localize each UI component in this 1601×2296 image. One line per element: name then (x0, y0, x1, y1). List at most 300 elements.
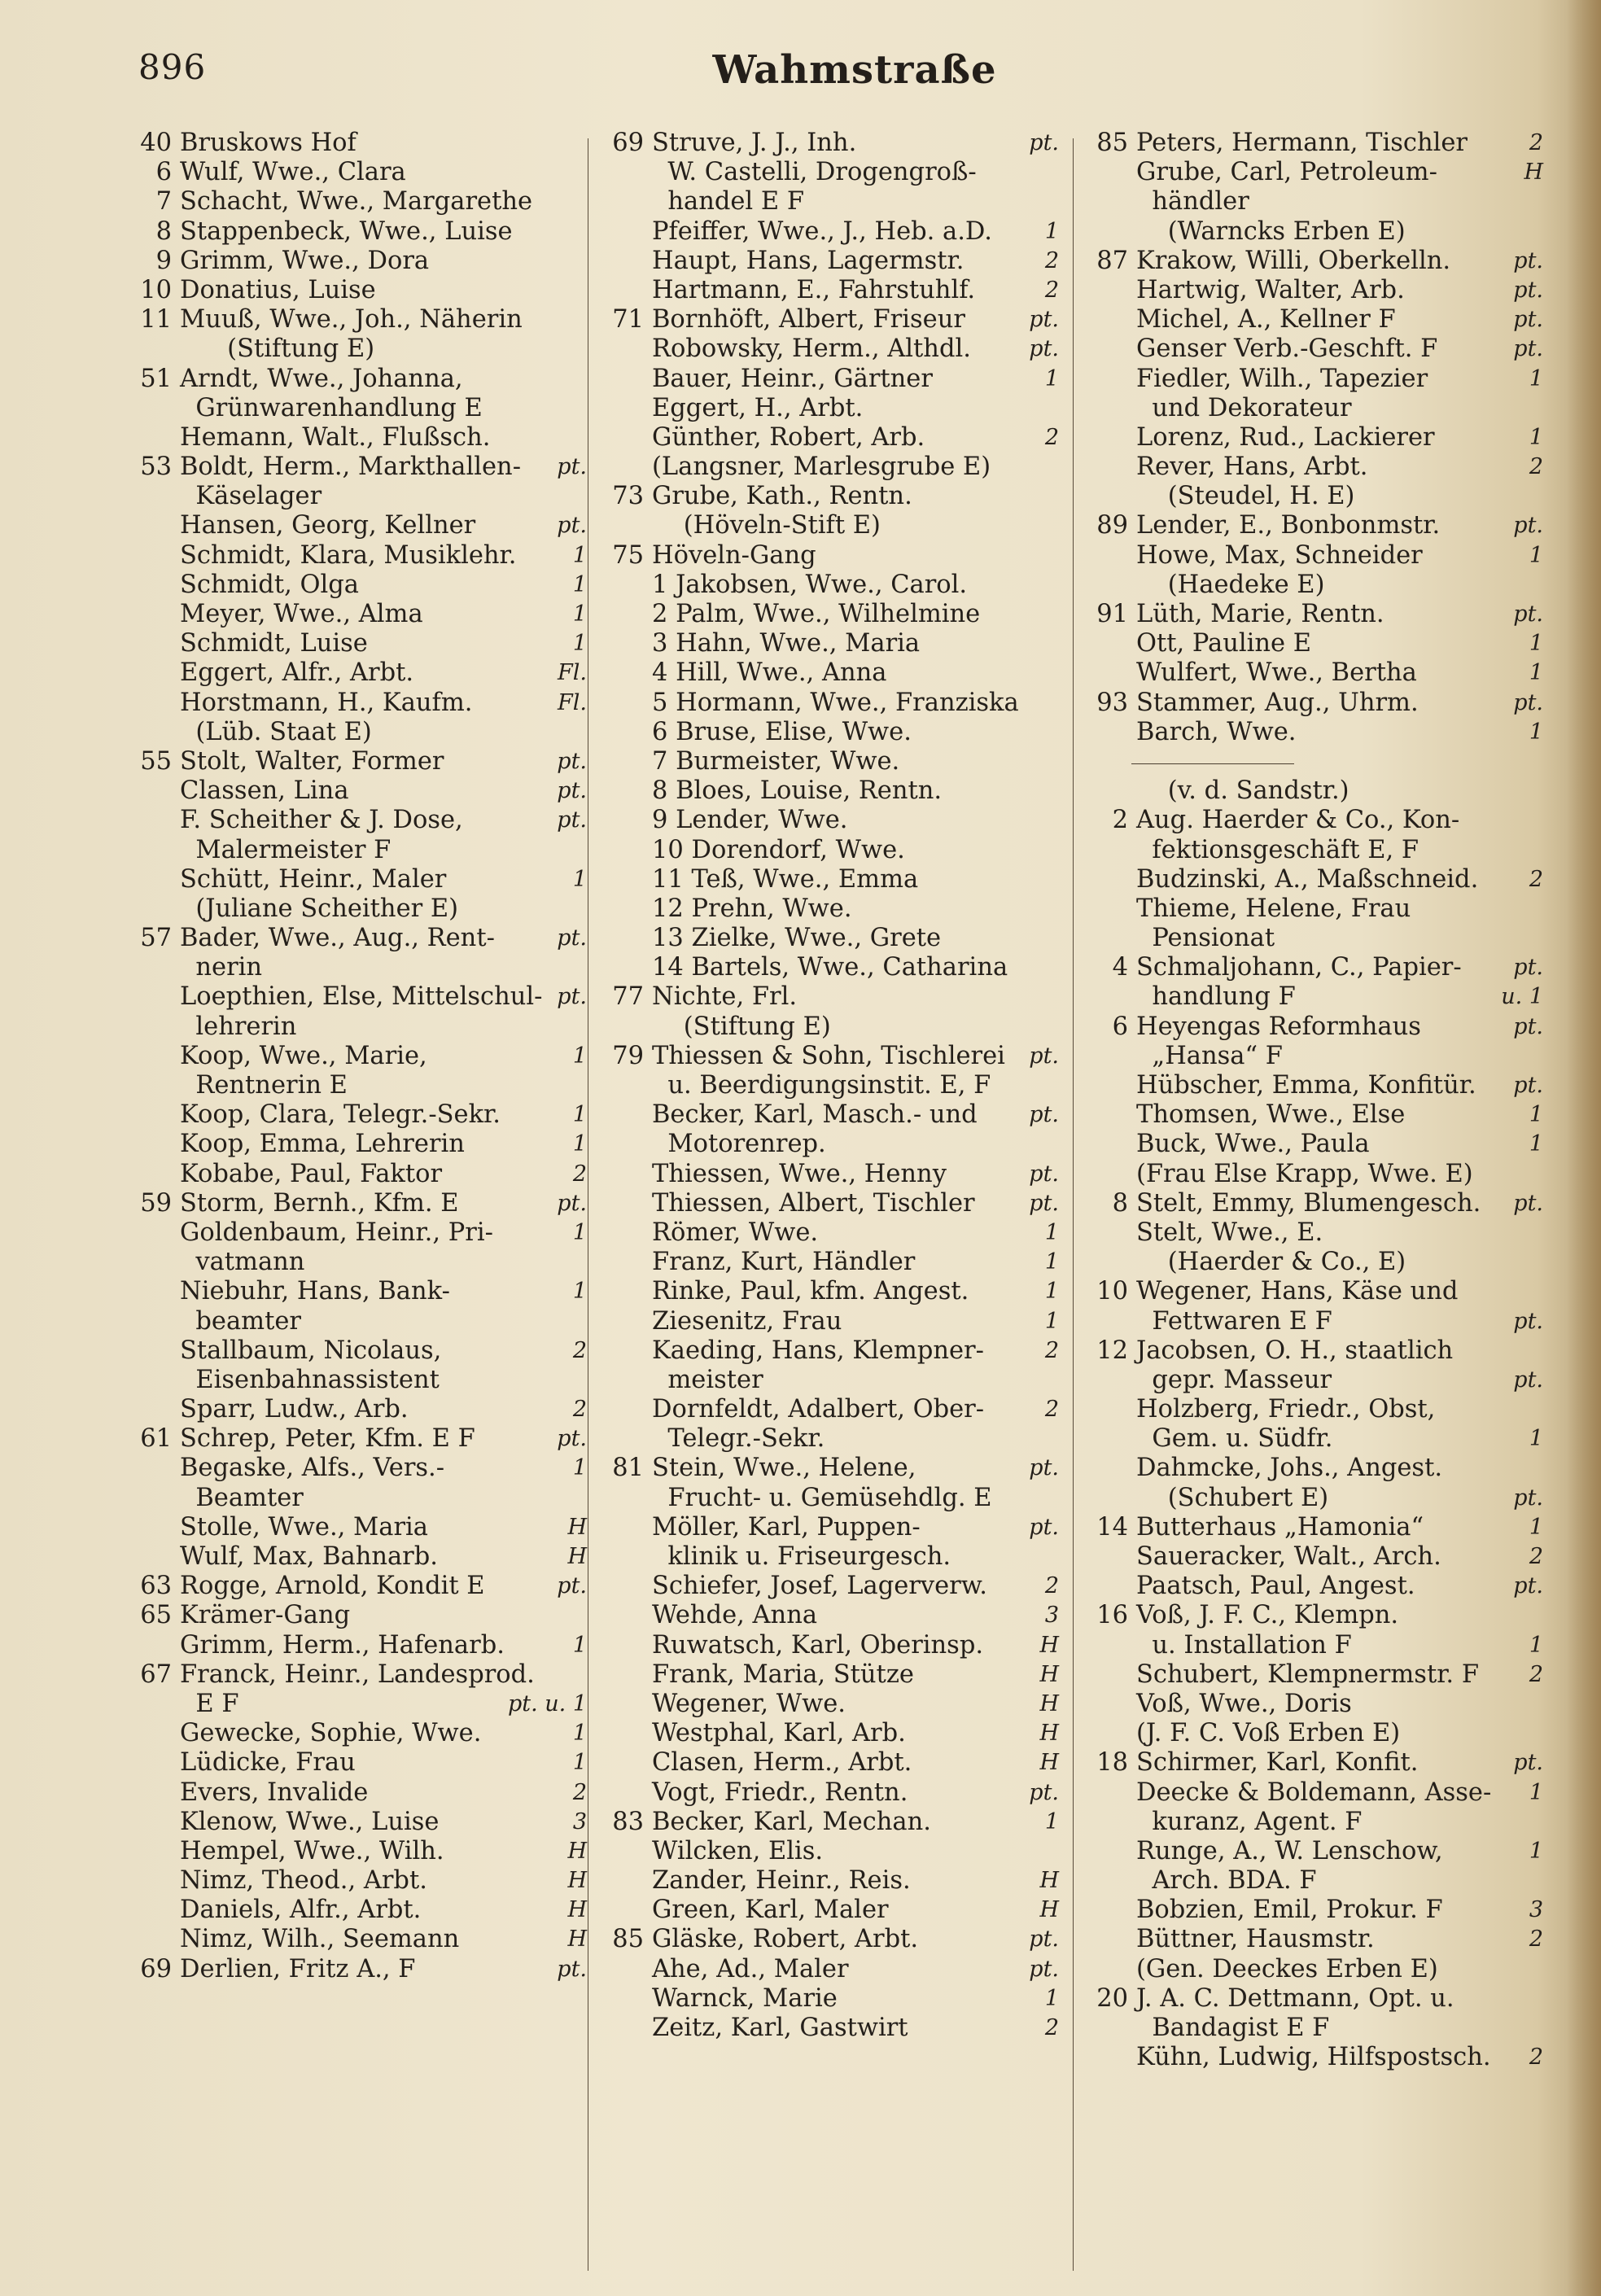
floor-note: 2 (1529, 130, 1543, 155)
house-number: 16 (1096, 1601, 1128, 1630)
floor-note: 2 (1529, 2045, 1543, 2071)
directory-entry (126, 776, 590, 806)
directory-entry (598, 600, 1062, 629)
resident-text: Arch. BDA. F (1136, 1866, 1317, 1896)
directory-entry (598, 1160, 1062, 1189)
floor-note: pt. u. 1 (507, 1690, 587, 1717)
directory-entry (598, 1748, 1062, 1778)
resident-text: Günther, Robert, Arb. (652, 422, 925, 452)
resident-text: handel E F (652, 187, 805, 216)
directory-entry (126, 1925, 590, 1954)
house-number: 83 (612, 1807, 644, 1836)
resident-text: (J. F. C. Voß Erben E) (1136, 1719, 1401, 1748)
directory-entry (126, 1660, 590, 1690)
floor-note: 2 (1044, 2015, 1059, 2040)
resident-text: Stammer, Aug., Uhrm. (1136, 688, 1419, 717)
directory-entry (1083, 1160, 1546, 1189)
section-rule (1083, 747, 1546, 776)
directory-entry (126, 1189, 590, 1218)
resident-text: Wilcken, Elis. (652, 1836, 824, 1865)
directory-entry (598, 335, 1062, 364)
resident-text: 9 Lender, Wwe. (652, 806, 848, 835)
directory-entry (126, 1808, 590, 1837)
resident-text: Eggert, H., Arbt. (652, 393, 864, 422)
resident-text: 14 Bartels, Wwe., Catharina (652, 953, 1008, 982)
floor-note: 2 (1044, 277, 1059, 303)
directory-entry (598, 747, 1062, 776)
directory-entry (1083, 953, 1546, 982)
directory-entry (1083, 1042, 1546, 1071)
floor-note: pt. (557, 925, 587, 951)
directory-entry (598, 1572, 1062, 1601)
resident-text: Gewecke, Sophie, Wwe. (180, 1719, 482, 1748)
directory-entry (1083, 305, 1546, 335)
resident-text: Telegr.-Sekr. (652, 1424, 825, 1454)
resident-text: Derlien, Fritz A., F (180, 1954, 416, 1983)
house-number: 75 (612, 540, 644, 570)
directory-entry (598, 1542, 1062, 1572)
floor-note: 2 (1529, 1926, 1543, 1953)
floor-note: 1 (1529, 1779, 1543, 1805)
floor-note: H (567, 1897, 587, 1923)
resident-text: Ott, Pauline E (1136, 629, 1312, 658)
resident-text: (Haedeke E) (1136, 570, 1325, 599)
directory-entry (1083, 1484, 1546, 1513)
resident-text: Rentnerin E (180, 1071, 348, 1100)
floor-note: pt. (557, 807, 587, 833)
directory-entry (126, 1277, 590, 1306)
house-number: 71 (612, 305, 644, 335)
resident-text: Eggert, Alfr., Arbt. (180, 658, 414, 688)
directory-entry (598, 982, 1062, 1012)
floor-note: pt. (1029, 1043, 1059, 1069)
resident-text: Thiessen, Albert, Tischler (652, 1188, 975, 1218)
directory-entry (1083, 2014, 1546, 2043)
resident-text: Peters, Hermann, Tischler (1136, 129, 1468, 157)
resident-text: Niebuhr, Hans, Bank- (180, 1277, 450, 1306)
directory-entry (1083, 1660, 1546, 1690)
floor-note: pt. (1029, 307, 1059, 333)
house-number: 4 (1112, 953, 1128, 982)
resident-text: Meyer, Wwe., Alma (180, 600, 423, 628)
directory-entry (1083, 1631, 1546, 1660)
directory-entry (598, 865, 1062, 894)
resident-text: 7 Burmeister, Wwe. (652, 746, 900, 776)
resident-text: Nimz, Theod., Arbt. (180, 1866, 427, 1896)
directory-entry (1083, 658, 1546, 688)
floor-note: 1 (572, 1219, 587, 1245)
floor-note: H (1039, 1868, 1059, 1894)
resident-text: 1 Jakobsen, Wwe., Carol. (652, 570, 968, 599)
resident-text: Schmidt, Olga (180, 570, 359, 599)
directory-entry (126, 1307, 590, 1336)
resident-text: (Frau Else Krapp, Wwe. E) (1136, 1159, 1473, 1188)
resident-text: 11 Teß, Wwe., Emma (652, 864, 919, 894)
directory-entry (126, 982, 590, 1012)
directory-entry (1083, 217, 1546, 247)
floor-note: 3 (572, 1808, 587, 1835)
house-number: 10 (140, 275, 172, 304)
directory-entry (1083, 187, 1546, 216)
floor-note: 2 (1044, 1573, 1059, 1599)
floor-note: 1 (1529, 1632, 1543, 1658)
resident-text: Evers, Invalide (180, 1778, 369, 1807)
directory-entry (126, 1042, 590, 1071)
floor-note: pt. (1029, 1779, 1059, 1805)
directory-entry (598, 689, 1062, 718)
directory-entry (598, 482, 1062, 511)
directory-entry (126, 1424, 590, 1454)
resident-text: Grube, Carl, Petroleum- (1136, 158, 1437, 187)
resident-text: Becker, Karl, Mechan. (652, 1807, 931, 1836)
house-number: 8 (1112, 1188, 1128, 1218)
floor-note: pt. (1513, 689, 1543, 715)
house-number: 8 (155, 216, 172, 246)
directory-entry (126, 600, 590, 629)
house-number: 77 (612, 982, 644, 1012)
floor-note: pt. (1029, 1161, 1059, 1187)
resident-text: Kaeding, Hans, Klempner- (652, 1336, 984, 1365)
resident-text: Daniels, Alfr., Arbt. (180, 1896, 422, 1925)
floor-note: H (1039, 1721, 1059, 1747)
floor-note: 2 (572, 1397, 587, 1423)
directory-entry (126, 658, 590, 688)
directory-entry (1083, 1719, 1546, 1748)
directory-entry (126, 335, 590, 364)
house-number: 51 (140, 364, 172, 393)
resident-text: Thiessen, Wwe., Henny (652, 1159, 947, 1188)
resident-text: Bandagist E F (1136, 2014, 1330, 2042)
directory-entry (598, 305, 1062, 335)
resident-text: Ruwatsch, Karl, Oberinsp. (652, 1630, 984, 1660)
directory-entry (1083, 718, 1546, 747)
resident-text: 2 Palm, Wwe., Wilhelmine (652, 600, 981, 628)
resident-text: Sparr, Ludw., Arb. (180, 1395, 409, 1424)
resident-text: Lüdicke, Frau (180, 1748, 356, 1778)
resident-text: Schmidt, Luise (180, 629, 368, 658)
floor-note: 1 (1529, 365, 1543, 391)
floor-note: H (1039, 1897, 1059, 1923)
resident-text: Lender, E., Bonbonmstr. (1136, 511, 1441, 540)
resident-text: Becker, Karl, Masch.- und (652, 1100, 978, 1130)
resident-text: Stallbaum, Nicolaus, (180, 1336, 442, 1365)
floor-note: pt. (1029, 1926, 1059, 1953)
floor-note: 1 (572, 1043, 587, 1069)
resident-text: Römer, Wwe. (652, 1218, 819, 1247)
floor-note: 1 (572, 1102, 587, 1128)
directory-entry (598, 836, 1062, 865)
resident-text: Franz, Kurt, Händler (652, 1248, 916, 1277)
directory-entry (1083, 394, 1546, 423)
resident-text: Stelt, Wwe., E. (1136, 1218, 1323, 1247)
directory-entry (598, 1690, 1062, 1719)
resident-text: Green, Karl, Maler (652, 1896, 889, 1925)
floor-note: pt. (1513, 601, 1543, 627)
floor-note: 2 (572, 1779, 587, 1805)
resident-text: Loepthien, Else, Mittelschul- (180, 982, 543, 1012)
resident-text: Wegener, Hans, Käse und (1136, 1277, 1459, 1306)
floor-note: 1 (1044, 1249, 1059, 1275)
house-number: 85 (612, 1925, 644, 1954)
directory-entry (598, 894, 1062, 924)
resident-text: beamter (180, 1306, 301, 1336)
floor-note: 1 (1529, 542, 1543, 568)
floor-note: pt. (1029, 1514, 1059, 1540)
house-number: 9 (155, 246, 172, 275)
directory-entry (1083, 482, 1546, 511)
floor-note: 1 (572, 866, 587, 892)
floor-note: pt. (1513, 1073, 1543, 1098)
directory-entry (598, 511, 1062, 540)
resident-text: Krakow, Willi, Oberkelln. (1136, 246, 1451, 275)
floor-note: pt. (1513, 1367, 1543, 1393)
floor-note: pt. (1513, 247, 1543, 273)
directory-entry (598, 1100, 1062, 1130)
directory-entry (126, 1601, 590, 1630)
directory-entry (598, 247, 1062, 276)
floor-note: pt. (557, 748, 587, 774)
directory-entry (598, 423, 1062, 453)
floor-note: H (1039, 1661, 1059, 1687)
resident-text: Pfeiffer, Wwe., J., Heb. a.D. (652, 216, 992, 246)
directory-entry (1083, 924, 1546, 953)
directory-entry (126, 1955, 590, 1984)
resident-text: Paatsch, Paul, Angest. (1136, 1572, 1415, 1601)
directory-entry (1083, 423, 1546, 453)
directory-entry (1083, 1984, 1546, 2014)
directory-entry (1083, 1366, 1546, 1395)
floor-note: 1 (1529, 1426, 1543, 1452)
resident-text: Koop, Wwe., Marie, (180, 1041, 427, 1070)
resident-text: Schmaljohann, C., Papier- (1136, 953, 1462, 982)
directory-entry (598, 1925, 1062, 1954)
directory-entry (1083, 1808, 1546, 1837)
resident-text: Hemann, Walt., Flußsch. (180, 422, 491, 452)
directory-entry (1083, 1690, 1546, 1719)
resident-text: lehrerin (180, 1012, 297, 1041)
resident-text: (v. d. Sandstr.) (1136, 776, 1349, 806)
directory-entry (598, 924, 1062, 953)
directory-entry (126, 1248, 590, 1277)
resident-text: Michel, A., Kellner F (1136, 305, 1396, 335)
resident-text: Koop, Emma, Lehrerin (180, 1130, 465, 1159)
resident-text: Aug. Haerder & Co., Kon- (1136, 806, 1460, 835)
house-number: 87 (1096, 246, 1128, 275)
directory-entry (126, 365, 590, 394)
floor-note: 1 (1529, 1102, 1543, 1128)
directory-entry (598, 1778, 1062, 1808)
directory-entry (1083, 571, 1546, 600)
resident-text: (Stiftung E) (652, 1012, 831, 1041)
street-title: Wahmstraße (712, 47, 997, 93)
floor-note: 1 (572, 601, 587, 627)
directory-entry (598, 1424, 1062, 1454)
resident-text: Stolle, Wwe., Maria (180, 1512, 428, 1542)
directory-entry (126, 1484, 590, 1513)
resident-text: Frucht- u. Gemüsehdlg. E (652, 1483, 992, 1512)
resident-text: und Dekorateur (1136, 393, 1352, 422)
directory-entry (126, 423, 590, 453)
house-number: 59 (140, 1188, 172, 1218)
directory-entry (1083, 247, 1546, 276)
resident-text: Schütt, Heinr., Maler (180, 864, 447, 894)
floor-note: pt. (557, 454, 587, 480)
house-number: 10 (1096, 1277, 1128, 1306)
house-number: 65 (140, 1601, 172, 1630)
directory-entry (126, 806, 590, 835)
resident-text: Möller, Karl, Puppen- (652, 1512, 921, 1542)
directory-column-3 (1083, 129, 1546, 2072)
resident-text: Büttner, Hausmstr. (1136, 1925, 1375, 1954)
directory-entry (598, 453, 1062, 482)
floor-note: 2 (1529, 454, 1543, 480)
floor-note: 2 (1529, 1544, 1543, 1569)
house-number: 73 (612, 482, 644, 511)
resident-text: Eisenbahnassistent (180, 1365, 440, 1394)
house-number: 85 (1096, 129, 1128, 157)
resident-text: Bader, Wwe., Aug., Rent- (180, 924, 495, 953)
floor-note: 3 (1529, 1897, 1543, 1923)
directory-entry (126, 1719, 590, 1748)
resident-text: vatmann (180, 1248, 305, 1277)
resident-text: Schubert, Klempnermstr. F (1136, 1660, 1479, 1689)
directory-entry (598, 1601, 1062, 1630)
house-number: 14 (1096, 1512, 1128, 1542)
directory-entry (598, 1866, 1062, 1896)
resident-text: Schrep, Peter, Kfm. E F (180, 1424, 475, 1454)
directory-entry (1083, 541, 1546, 571)
floor-note: pt. (557, 513, 587, 539)
resident-text: u. Installation F (1136, 1630, 1352, 1660)
resident-text: 4 Hill, Wwe., Anna (652, 658, 887, 688)
floor-note: 1 (1044, 1985, 1059, 2011)
directory-entry (126, 1395, 590, 1424)
directory-entry (598, 776, 1062, 806)
floor-note: 1 (1044, 218, 1059, 244)
directory-entry (126, 1130, 590, 1159)
house-number: 79 (612, 1041, 644, 1070)
directory-entry (126, 1542, 590, 1572)
directory-entry (598, 1719, 1062, 1748)
house-number: 2 (1112, 806, 1128, 835)
floor-note: 1 (572, 571, 587, 597)
floor-note: pt. (1513, 277, 1543, 303)
directory-entry (598, 217, 1062, 247)
resident-text: 8 Bloes, Louise, Rentn. (652, 776, 943, 806)
resident-text: Arndt, Wwe., Johanna, (180, 364, 463, 393)
floor-note: pt. (1513, 513, 1543, 539)
resident-text: u. Beerdigungsinstit. E, F (652, 1071, 991, 1100)
directory-entry (598, 1808, 1062, 1837)
directory-entry (1083, 836, 1546, 865)
directory-entry (1083, 129, 1546, 158)
floor-note: pt. (1029, 1190, 1059, 1216)
resident-text: Deecke & Boldemann, Asse- (1136, 1778, 1492, 1807)
directory-entry (598, 1631, 1062, 1660)
resident-text: Dahmcke, Johs., Angest. (1136, 1454, 1443, 1483)
resident-text: Runge, A., W. Lenschow, (1136, 1836, 1443, 1865)
floor-note: 2 (1529, 866, 1543, 892)
directory-entry (126, 541, 590, 571)
directory-entry (598, 1336, 1062, 1366)
floor-note: 2 (1044, 1337, 1059, 1363)
page-header (138, 47, 1571, 104)
resident-text: Clasen, Herm., Arbt. (652, 1748, 912, 1778)
resident-text: Wehde, Anna (652, 1601, 818, 1630)
resident-text: W. Castelli, Drogengroß- (652, 158, 977, 187)
floor-note: pt. (1513, 1013, 1543, 1039)
floor-note: H (567, 1514, 587, 1540)
resident-text: Schmidt, Klara, Musiklehr. (180, 540, 517, 570)
floor-note: H (1039, 1690, 1059, 1717)
resident-text: Boldt, Herm., Markthallen- (180, 453, 522, 482)
floor-note: 1 (1044, 365, 1059, 391)
directory-entry (598, 1513, 1062, 1542)
resident-text: Buck, Wwe., Paula (1136, 1130, 1370, 1159)
resident-text: Nimz, Wilh., Seemann (180, 1925, 460, 1954)
floor-note: pt. (1029, 1956, 1059, 1982)
directory-entry (1083, 1248, 1546, 1277)
directory-column-1 (126, 129, 590, 1984)
directory-entry (126, 394, 590, 423)
resident-text: Heyengas Reformhaus (1136, 1012, 1421, 1041)
resident-text: Schacht, Wwe., Margarethe (180, 187, 533, 216)
resident-text: Kobabe, Paul, Faktor (180, 1159, 443, 1188)
resident-text: Stappenbeck, Wwe., Luise (180, 216, 513, 246)
directory-entry (1083, 1277, 1546, 1306)
directory-entry (1083, 600, 1546, 629)
resident-text: Hübscher, Emma, Konfitür. (1136, 1071, 1476, 1100)
resident-text: Storm, Bernh., Kfm. E (180, 1188, 459, 1218)
resident-text: Malermeister F (180, 835, 392, 864)
resident-text: Rinke, Paul, kfm. Angest. (652, 1277, 969, 1306)
floor-note: pt. (557, 778, 587, 804)
floor-note: 3 (1044, 1603, 1059, 1629)
resident-text: Stelt, Emmy, Blumengesch. (1136, 1188, 1481, 1218)
resident-text: Käselager (180, 482, 322, 511)
resident-text: Franck, Heinr., Landesprod. (180, 1660, 535, 1689)
resident-text: Thomsen, Wwe., Else (1136, 1100, 1406, 1130)
directory-entry (126, 1454, 590, 1483)
directory-entry (126, 629, 590, 658)
directory-entry (126, 276, 590, 305)
directory-entry (598, 1130, 1062, 1159)
floor-note: 2 (1044, 1397, 1059, 1423)
directory-entry (1083, 1778, 1546, 1808)
directory-entry (598, 394, 1062, 423)
resident-text: Bornhöft, Albert, Friseur (652, 305, 965, 335)
directory-entry (126, 129, 590, 158)
directory-entry (126, 747, 590, 776)
floor-note: pt. (557, 1956, 587, 1982)
resident-text: Grube, Kath., Rentn. (652, 482, 912, 511)
directory-entry (598, 806, 1062, 835)
directory-entry (1083, 365, 1546, 394)
directory-entry (598, 953, 1062, 982)
resident-text: Fettwaren E F (1136, 1306, 1332, 1336)
resident-text: klinik u. Friseurgesch. (652, 1542, 951, 1571)
directory-entry (1083, 1218, 1546, 1248)
resident-text: Höveln-Gang (652, 540, 816, 570)
floor-note: 1 (572, 1455, 587, 1481)
directory-entry (126, 187, 590, 216)
directory-entry (126, 718, 590, 747)
floor-note: pt. (1513, 1573, 1543, 1599)
resident-text: 5 Hormann, Wwe., Franziska (652, 688, 1019, 717)
floor-note: pt. (557, 984, 587, 1010)
directory-entry (1083, 276, 1546, 305)
directory-entry (126, 511, 590, 540)
